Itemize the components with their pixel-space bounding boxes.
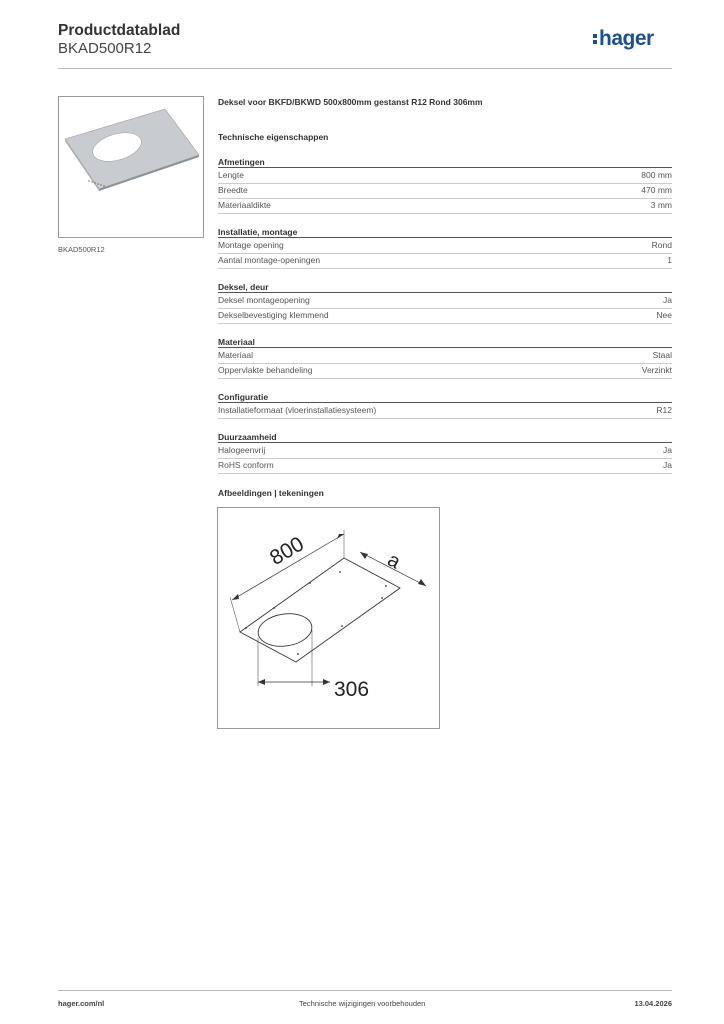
spec-row: [218, 349, 672, 364]
spec-label: Dekselbevestiging klemmend: [218, 310, 329, 320]
spec-value: 1: [667, 255, 672, 265]
spec-row: [218, 184, 672, 199]
spec-section-title: Duurzaamheid: [218, 431, 672, 443]
product-code: BKAD500R12: [58, 40, 152, 57]
spec-value: Ja: [663, 295, 672, 305]
product-details: [218, 96, 672, 474]
spec-value: 3 mm: [650, 200, 672, 210]
spec-row: [218, 294, 672, 309]
spec-value: Nee: [656, 310, 672, 320]
dimension-drawing: [217, 507, 440, 729]
spec-section: [218, 156, 672, 214]
spec-row: [218, 254, 672, 269]
spec-row: [218, 404, 672, 419]
spec-row: [218, 309, 672, 324]
spec-value: Staal: [652, 350, 672, 360]
dimension-drawing-svg: [218, 508, 439, 728]
technical-properties-heading: Technische eigenschappen: [218, 132, 329, 142]
logo-text: hager: [599, 27, 654, 50]
spec-section-title: Materiaal: [218, 336, 672, 348]
spec-value: 800 mm: [641, 170, 672, 180]
product-description: Deksel voor BKFD/BKWD 500x800mm gestanst R12 Rond 306mm: [218, 97, 483, 107]
footer-divider: [58, 990, 672, 991]
spec-section: [218, 391, 672, 419]
spec-label: RoHS conform: [218, 460, 274, 470]
footer-date: 13.04.2026: [634, 999, 672, 1008]
document-title: Productdatablad: [58, 22, 181, 39]
spec-value: R12: [656, 405, 672, 415]
header-divider: [58, 68, 672, 69]
spec-section-title: Deksel, deur: [218, 281, 672, 293]
spec-label: Aantal montage-openingen: [218, 255, 321, 265]
spec-section: [218, 281, 672, 324]
spec-value: Rond: [651, 240, 672, 250]
spec-section-title: Installatie, montage: [218, 226, 672, 238]
spec-value: Verzinkt: [641, 365, 672, 375]
product-image: [58, 96, 204, 238]
figures-heading: Afbeeldingen | tekeningen: [218, 488, 324, 498]
spec-row: [218, 364, 672, 379]
spec-label: Breedte: [218, 185, 248, 195]
spec-value: Ja: [663, 445, 672, 455]
technical-sections: [218, 156, 672, 474]
logo-dots-icon: [593, 33, 598, 45]
spec-row: [218, 444, 672, 459]
spec-section-title: Configuratie: [218, 391, 672, 403]
cover-plate-illustration: [59, 97, 203, 237]
spec-section: [218, 431, 672, 474]
product-image-caption: BKAD500R12: [58, 245, 105, 254]
spec-section: [218, 226, 672, 269]
spec-label: Lengte: [218, 170, 244, 180]
spec-label: Oppervlakte behandeling: [218, 365, 313, 375]
spec-row: [218, 199, 672, 214]
spec-label: Materiaal: [218, 350, 253, 360]
hager-logo: [593, 27, 654, 51]
spec-label: Materiaaldikte: [218, 200, 271, 210]
spec-row: [218, 239, 672, 254]
spec-label: Deksel montageopening: [218, 295, 310, 305]
spec-section: [218, 336, 672, 379]
spec-value: 470 mm: [641, 185, 672, 195]
length-label: 800: [266, 532, 308, 570]
spec-label: Montage opening: [218, 240, 284, 250]
spec-section-title: Afmetingen: [218, 156, 672, 168]
spec-label: Installatieformaat (vloerinstallatiesysteem): [218, 405, 377, 415]
spec-row: [218, 169, 672, 184]
footer-notice: Technische wijzigingen voorbehouden: [299, 999, 426, 1008]
footer-website-link[interactable]: hager.com/nl: [58, 999, 105, 1008]
hole-diameter-label: 306: [334, 678, 370, 701]
width-label: a: [383, 548, 404, 574]
spec-label: Halogeenvrij: [218, 445, 266, 455]
spec-value: Ja: [663, 460, 672, 470]
spec-row: [218, 459, 672, 474]
